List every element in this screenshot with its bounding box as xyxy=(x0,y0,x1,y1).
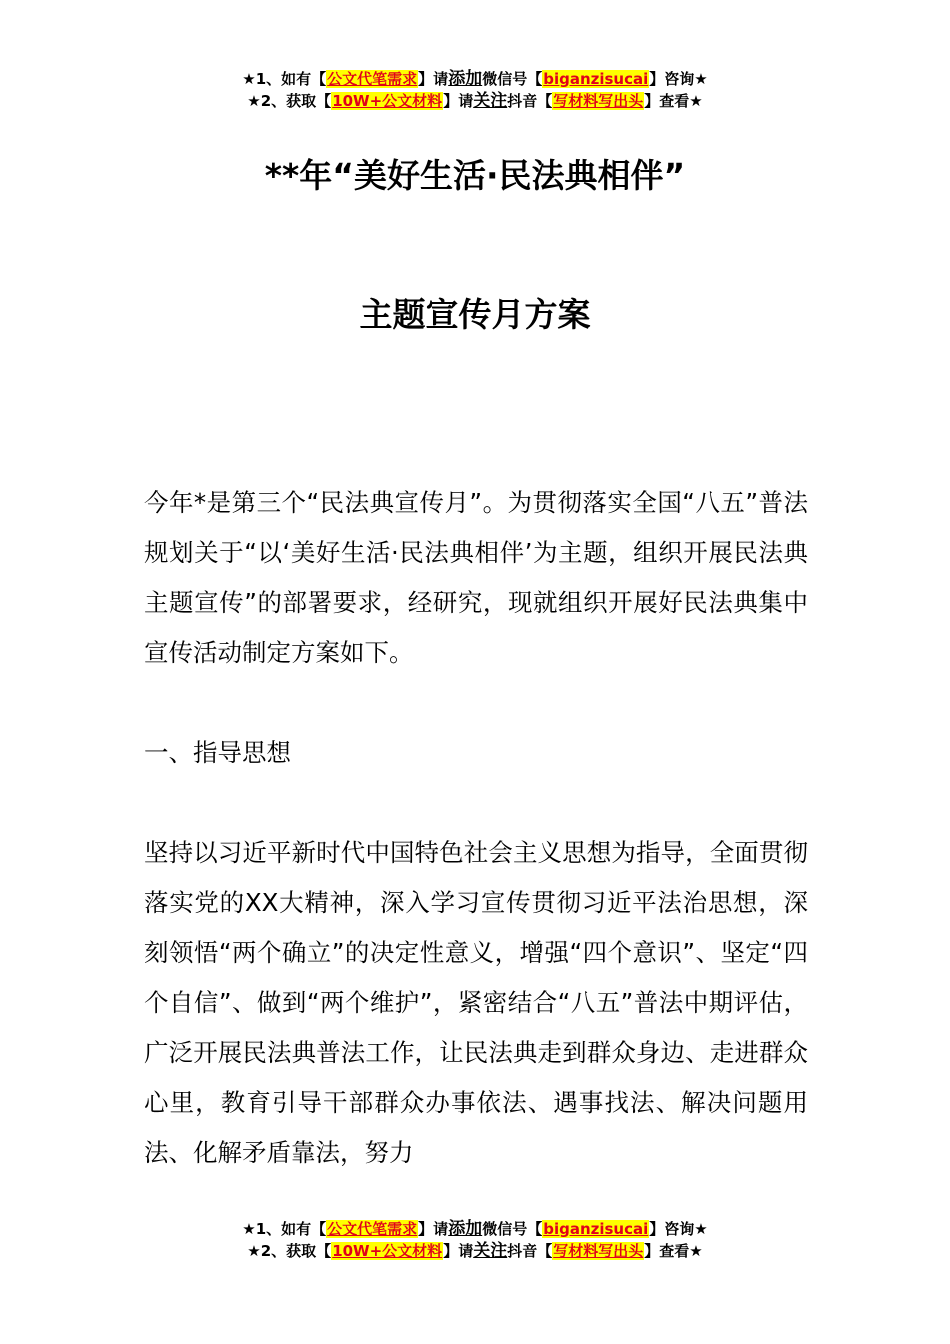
banner-text: 】请 xyxy=(443,92,474,110)
highlight-douyin-account: 写材料写出头 xyxy=(553,1242,644,1260)
highlight-service: 公文代笔需求 xyxy=(327,1220,418,1238)
banner-text: 】查看★ xyxy=(644,1242,703,1260)
section-heading-guiding-ideology: 一、指导思想 xyxy=(144,738,291,767)
section-body-guiding-ideology: 坚持以习近平新时代中国特色社会主义思想为指导，全面贯彻落实党的XX大精神，深入学习宣传贯彻习近平法治思想，深刻领悟“两个确立”的决定性意义，增强“四个意识”、坚定“四个自信”、做到“两个维护”，紧密结合“八五”普法中期评估，广泛开展民法典普法工作，让民法典走到群众身边、走进群众心里，教育引导干部群众办事依法、遇事找法、解决问题用法、化解矛盾靠法，努力 xyxy=(144,838,808,1167)
banner-text: ★2、获取【 xyxy=(247,1242,332,1260)
banner-line-2 xyxy=(0,1240,950,1262)
banner-line-2 xyxy=(0,90,950,112)
banner-text: 抖音【 xyxy=(507,1242,553,1260)
banner-emphasis: 关注 xyxy=(473,1241,508,1261)
banner-text: 微信号【 xyxy=(482,1220,543,1238)
intro-paragraph: 今年*是第三个“民法典宣传月”。为贯彻落实全国“八五”普法规划关于“以‘美好生活·民法典相伴’为主题，组织开展民法典主题宣传”的部署要求，经研究，现就组织开展好民法典集中宣传活动制定方案如下。 xyxy=(144,488,808,667)
document-title-line-2: 主题宣传月方案 xyxy=(359,295,591,334)
banner-text: 】查看★ xyxy=(644,92,703,110)
highlight-douyin-account: 写材料写出头 xyxy=(553,92,644,110)
banner-text: 】请 xyxy=(443,1242,474,1260)
highlight-service: 公文代笔需求 xyxy=(327,70,418,88)
banner-text: 微信号【 xyxy=(482,70,543,88)
banner-emphasis: 关注 xyxy=(473,91,508,111)
banner-text: 】请 xyxy=(418,1220,449,1238)
banner-text: 】咨询★ xyxy=(649,70,708,88)
banner-text: ★2、获取【 xyxy=(247,92,332,110)
highlight-materials: 10W+公文材料 xyxy=(332,92,443,110)
banner-emphasis: 添加 xyxy=(448,69,483,89)
highlight-wechat-id: biganzisucai xyxy=(543,70,649,88)
banner-text: ★1、如有【 xyxy=(242,1220,327,1238)
footer-banner xyxy=(0,1218,950,1262)
banner-text: ★1、如有【 xyxy=(242,70,327,88)
highlight-wechat-id: biganzisucai xyxy=(543,1220,649,1238)
banner-text: 】咨询★ xyxy=(649,1220,708,1238)
banner-text: 抖音【 xyxy=(507,92,553,110)
highlight-materials: 10W+公文材料 xyxy=(332,1242,443,1260)
banner-text: 】请 xyxy=(418,70,449,88)
header-banner xyxy=(0,68,950,112)
document-title-line-1: **年“美好生活·民法典相伴” xyxy=(264,156,686,195)
banner-line-1 xyxy=(0,68,950,90)
banner-line-1 xyxy=(0,1218,950,1240)
banner-emphasis: 添加 xyxy=(448,1219,483,1239)
